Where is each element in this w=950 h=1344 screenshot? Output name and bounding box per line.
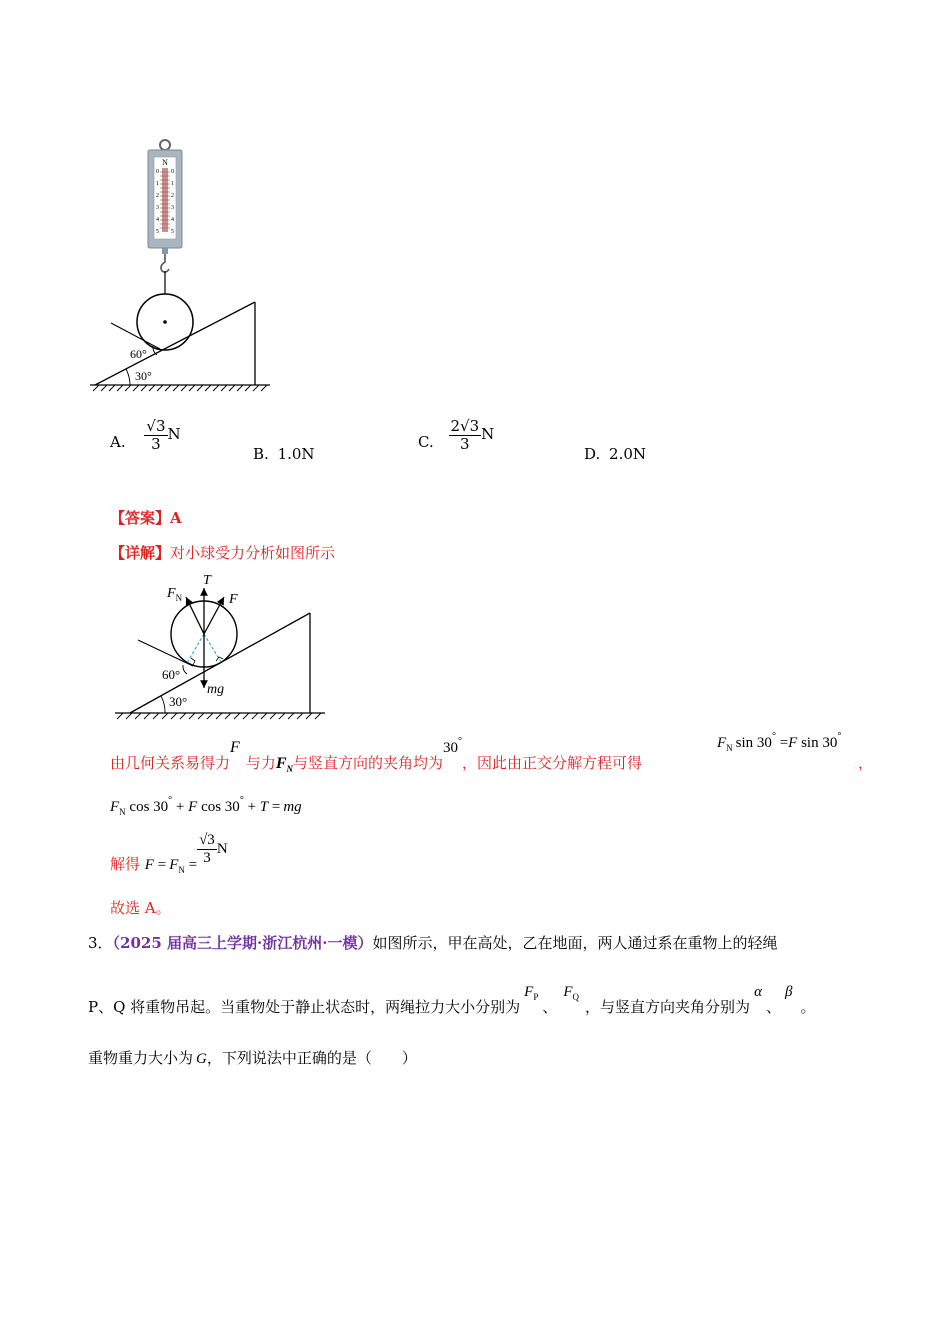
force-diagram — [105, 568, 335, 723]
scale-tick-label: 3 — [171, 205, 174, 211]
scale-tick-label: 2 — [171, 193, 174, 199]
option-a-letter: A. — [110, 433, 126, 451]
equation-1: $F_N$ sin 30° =F sin 30° — [717, 731, 842, 753]
label-60: 60° — [162, 667, 181, 682]
label-mg: mg — [207, 682, 225, 697]
scale-unit-label: N — [162, 158, 168, 167]
scale-tick-label: 5 — [171, 229, 174, 235]
detail-text: 对小球受力分析如图所示 — [170, 544, 336, 562]
scale-tick-label: 5 — [156, 229, 159, 235]
angle-60-label: 60° — [130, 347, 147, 361]
option-d: D. 2.0N — [584, 445, 647, 463]
option-d-value: 2.0N — [609, 445, 647, 463]
answer-value: A — [170, 509, 182, 527]
angle-30-label: 30° — [135, 369, 152, 383]
option-a: A. $\frac{√3}{3}$ N — [110, 417, 181, 453]
spring-scale-figure — [85, 135, 285, 400]
question-3-line-1: 3．（2025 届高三上学期·浙江杭州·一模）如图所示，甲在高处，乙在地面，两人通过系在重物上的轻绳 — [88, 934, 778, 952]
solution-line-3: 解得 $F = F_N$ = $\frac{√3}{3}$ N — [110, 832, 228, 875]
label-30: 30° — [169, 694, 188, 709]
scale-tick-label: 4 — [156, 217, 159, 223]
scale-tick-label: 0 — [171, 169, 174, 175]
label-FN: $F_N$ — [167, 586, 183, 603]
label-F: F — [229, 592, 238, 607]
option-b-value: 1.0N — [277, 445, 315, 463]
scale-tick-label: 1 — [156, 181, 159, 187]
scale-tick-label: 3 — [156, 205, 159, 211]
option-c: C. $\frac{2√3}{3}$ N — [418, 417, 495, 453]
answer-label: 【答案】 — [110, 509, 171, 527]
option-a-value: $\frac{√3}{3}$ — [146, 417, 166, 453]
equation-1-end: ， — [858, 754, 874, 772]
equation-2: $F_N$ cos 30° + F cos 30° + T = mg — [110, 795, 302, 817]
label-T: T — [203, 573, 211, 588]
answer-line — [110, 507, 182, 528]
option-c-value: $\frac{2√3}{3}$ — [450, 417, 480, 453]
solution-line-1: 由几何关系易得力F与力$F_N$与竖直方向的夹角均为30°，因此由正交分解方程可得 — [110, 736, 643, 774]
detail-line — [110, 542, 335, 563]
scale-tick-label: 2 — [156, 193, 159, 199]
question-number: 3． — [88, 934, 113, 952]
question-3-line-2: P、Q 将重物吊起。当重物处于静止状态时，两绳拉力大小分别为$F_P$、$F_Q$，与竖直方向夹角分别为α、β。 — [88, 984, 816, 1016]
option-b: B. 1.0N — [253, 445, 315, 463]
detail-label: 【详解】 — [110, 544, 171, 562]
scale-tick-label: 0 — [156, 169, 159, 175]
question-3-line-3: 重物重力大小为 G，下列说法中正确的是（ ） — [88, 1049, 417, 1067]
question-source: （2025 届高三上学期·浙江杭州·一模） — [112, 934, 373, 952]
scale-tick-label: 1 — [171, 181, 174, 187]
solution-line-4: 故选 A。 — [110, 899, 171, 917]
scale-tick-label: 4 — [171, 217, 174, 223]
